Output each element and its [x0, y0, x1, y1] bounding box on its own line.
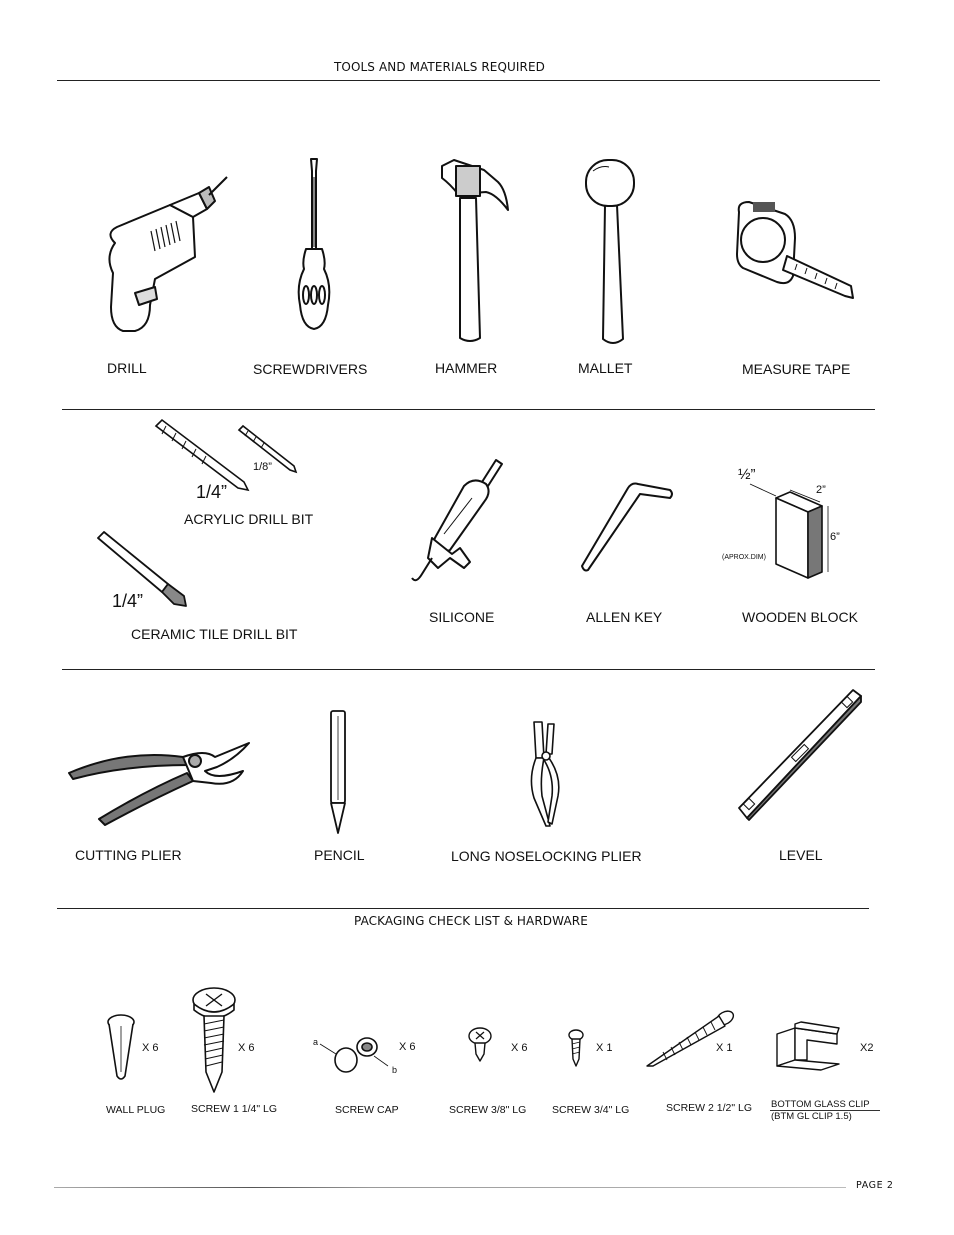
- screw-cap-qty: X 6: [399, 1041, 416, 1053]
- ceramic-tile-drill-bit-label: CERAMIC TILE DRILL BIT: [131, 626, 298, 642]
- wall-plug-qty: X 6: [142, 1042, 159, 1054]
- wall-plug-icon: [105, 1012, 137, 1082]
- acrylic-large-size: 1/4”: [196, 482, 228, 502]
- mallet-label: MALLET: [578, 360, 633, 376]
- row3-divider: [57, 908, 869, 909]
- hammer-icon: [436, 158, 511, 343]
- cutting-plier-icon: [65, 735, 250, 827]
- screw-3-4-qty: X 1: [596, 1042, 613, 1054]
- screwdriver-icon: [294, 157, 334, 332]
- screw-1-1-4-icon: [190, 986, 238, 1096]
- wooden-dim-height: 6”: [830, 531, 840, 543]
- silicone-label: SILICONE: [429, 609, 495, 625]
- pencil-label: PENCIL: [314, 847, 365, 863]
- bottom-glass-clip-label: BOTTOM GLASS CLIP: [771, 1099, 870, 1110]
- tools-section-title: TOOLS AND MATERIALS REQUIRED: [334, 60, 545, 74]
- screw-3-4-label: SCREW 3/4" LG: [552, 1104, 630, 1116]
- screw-2-1-2-icon: [645, 1008, 737, 1070]
- acrylic-small-size: 1/8”: [253, 461, 272, 473]
- allen-key-label: ALLEN KEY: [586, 609, 663, 625]
- mallet-icon: [583, 157, 638, 347]
- row2-divider: [62, 669, 875, 670]
- long-nose-locking-plier-icon: [522, 718, 570, 830]
- cutting-plier-label: CUTTING PLIER: [75, 847, 182, 863]
- bottom-glass-clip-qty: X2: [860, 1042, 874, 1054]
- silicone-gun-icon: [408, 458, 508, 588]
- level-label: LEVEL: [779, 847, 823, 863]
- screw-1-1-4-qty: X 6: [238, 1042, 255, 1054]
- wooden-dim-note: (APROX.DIM): [722, 554, 766, 561]
- screw-3-8-icon: [467, 1026, 493, 1062]
- screwdrivers-label: SCREWDRIVERS: [253, 361, 368, 377]
- screw-2-1-2-qty: X 1: [716, 1042, 733, 1054]
- bottom-glass-clip-icon: [775, 1020, 843, 1070]
- page-number: PAGE 2: [856, 1180, 894, 1191]
- screw-2-1-2-label: SCREW 2 1/2" LG: [666, 1102, 753, 1114]
- hammer-label: HAMMER: [435, 360, 498, 376]
- drill-label: DRILL: [107, 360, 147, 376]
- measure-tape-label: MEASURE TAPE: [742, 361, 851, 377]
- ceramic-size: 1/4”: [112, 591, 144, 611]
- wooden-block-label: WOODEN BLOCK: [742, 609, 858, 625]
- header-divider: [57, 80, 880, 81]
- screw-cap-part-a: a: [313, 1037, 319, 1047]
- acrylic-drill-bit-label: ACRYLIC DRILL BIT: [184, 511, 314, 527]
- long-nose-plier-label: LONG NOSELOCKING PLIER: [451, 848, 642, 864]
- drill-icon: [95, 175, 230, 335]
- wooden-dim-width: 2”: [816, 484, 826, 496]
- packaging-section-title: PACKAGING CHECK LIST & HARDWARE: [354, 914, 588, 928]
- pencil-icon: [328, 708, 348, 836]
- screw-3-8-label: SCREW 3/8" LG: [449, 1104, 527, 1116]
- footer-divider: [54, 1187, 846, 1188]
- screw-3-4-icon: [567, 1029, 585, 1067]
- ceramic-tile-drill-bit-icon: [96, 530, 191, 610]
- screw-cap-icon: [312, 1036, 392, 1076]
- wall-plug-label: WALL PLUG: [106, 1104, 166, 1116]
- level-icon: [735, 686, 865, 821]
- screw-cap-part-b: b: [392, 1065, 398, 1075]
- measure-tape-icon: [733, 198, 858, 308]
- screw-cap-label: SCREW CAP: [335, 1104, 399, 1116]
- row1-divider: [62, 409, 875, 410]
- screw-3-8-qty: X 6: [511, 1042, 528, 1054]
- bottom-glass-clip-sublabel: (BTM GL CLIP 1.5): [771, 1111, 852, 1122]
- wooden-dim-thickness: ½”: [738, 466, 756, 483]
- screw-1-1-4-label: SCREW 1 1/4" LG: [191, 1103, 278, 1115]
- allen-key-icon: [576, 478, 676, 573]
